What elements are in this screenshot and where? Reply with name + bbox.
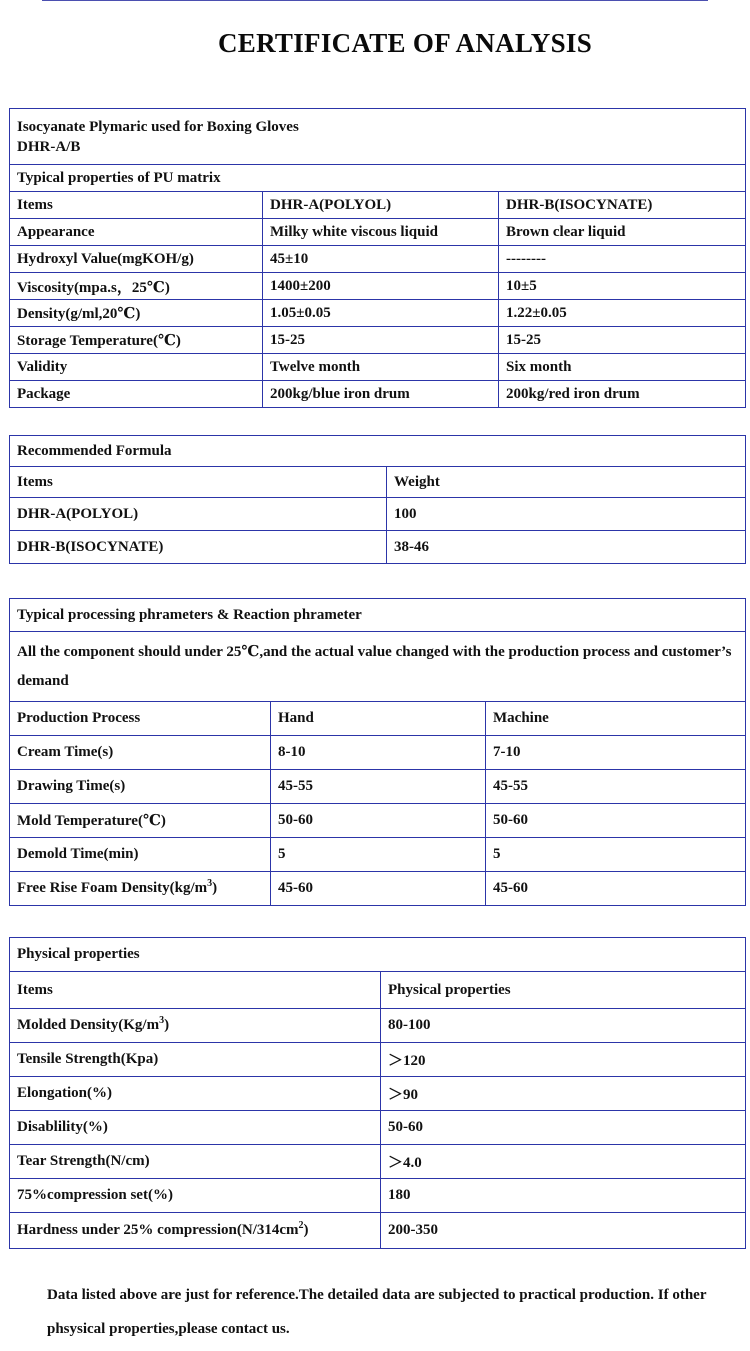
value-cell: 200-350	[381, 1213, 746, 1249]
value-cell: Six month	[499, 354, 746, 381]
value-cell: 50-60	[486, 804, 746, 838]
table-row	[10, 381, 746, 408]
table-row	[10, 273, 746, 300]
value-cell: 38-46	[387, 531, 746, 564]
close-paren: )	[303, 1222, 309, 1238]
item-cell: Viscosity(mpa.s，25℃)	[10, 273, 263, 300]
value-cell: 1.22±0.05	[499, 300, 746, 327]
item-cell: Density(g/ml,20℃)	[10, 300, 263, 327]
table-header-row	[10, 192, 746, 219]
close-paren: )	[212, 880, 218, 896]
item-cell	[10, 1213, 381, 1249]
value-cell: Brown clear liquid	[499, 219, 746, 246]
header-cell: DHR-A(POLYOL)	[263, 192, 499, 219]
table-header-row	[10, 702, 746, 736]
item-cell: Mold Temperature(℃)	[10, 804, 271, 838]
table-row	[10, 300, 746, 327]
unit-exponent: 3	[207, 878, 213, 889]
table-row	[10, 498, 746, 531]
value-cell: 45-55	[486, 770, 746, 804]
value-cell: 15-25	[499, 327, 746, 354]
top-rule	[42, 0, 708, 1]
section-heading: Typical properties of PU matrix	[10, 165, 746, 192]
table-row	[10, 770, 746, 804]
item-cell: DHR-B(ISOCYNATE)	[10, 531, 387, 564]
header-cell: Weight	[387, 467, 746, 498]
value-cell: 1.05±0.05	[263, 300, 499, 327]
section-heading: Typical processing phrameters & Reaction phrameter	[10, 599, 746, 632]
table-row	[10, 1043, 746, 1077]
value-cell: 100	[387, 498, 746, 531]
value-cell: ＞90	[381, 1077, 746, 1111]
value-cell: 10±5	[499, 273, 746, 300]
unit-exponent: 2	[298, 1220, 304, 1231]
table-header-row	[10, 467, 746, 498]
item-cell: Package	[10, 381, 263, 408]
item-cell: Hydroxyl Value(mgKOH/g)	[10, 246, 263, 273]
table-row	[10, 1009, 746, 1043]
hardness-label: Hardness under 25% compression(N/314cm	[17, 1222, 299, 1238]
header-cell: Items	[10, 192, 263, 219]
value-cell: ＞120	[381, 1043, 746, 1077]
value-cell: 180	[381, 1179, 746, 1213]
table-row	[10, 354, 746, 381]
value-cell: 15-25	[263, 327, 499, 354]
value-cell: 200kg/blue iron drum	[263, 381, 499, 408]
table-header-row	[10, 972, 746, 1009]
header-cell: Items	[10, 467, 387, 498]
item-cell: Tear Strength(N/cm)	[10, 1145, 381, 1179]
free-rise-label: Free Rise Foam Density(kg/m	[17, 880, 208, 896]
item-cell: Validity	[10, 354, 263, 381]
table-row	[10, 246, 746, 273]
item-cell: 75%compression set(%)	[10, 1179, 381, 1213]
value-cell: --------	[499, 246, 746, 273]
value-cell: 50-60	[381, 1111, 746, 1145]
item-cell: Tensile Strength(Kpa)	[10, 1043, 381, 1077]
item-cell: Cream Time(s)	[10, 736, 271, 770]
value-cell: 200kg/red iron drum	[499, 381, 746, 408]
table-row	[10, 1213, 746, 1249]
item-cell: Appearance	[10, 219, 263, 246]
table-row	[10, 327, 746, 354]
value-cell: 7-10	[486, 736, 746, 770]
value-cell: Twelve month	[263, 354, 499, 381]
value-cell: Milky white viscous liquid	[263, 219, 499, 246]
recommended-formula-table	[9, 435, 746, 564]
table-row	[10, 531, 746, 564]
header-cell: Hand	[271, 702, 486, 736]
close-paren: )	[164, 1017, 170, 1033]
table-row	[10, 838, 746, 872]
section-heading: Physical properties	[10, 938, 746, 972]
pu-matrix-table	[9, 108, 746, 408]
value-cell: 5	[271, 838, 486, 872]
item-cell: Storage Temperature(℃)	[10, 327, 263, 354]
item-cell: DHR-A(POLYOL)	[10, 498, 387, 531]
molded-density-label: Molded Density(Kg/m	[17, 1017, 160, 1033]
value-cell: 8-10	[271, 736, 486, 770]
physical-properties-table	[9, 937, 746, 1249]
value-cell: 5	[486, 838, 746, 872]
item-cell: Elongation(%)	[10, 1077, 381, 1111]
table-row	[10, 872, 746, 906]
item-cell: Demold Time(min)	[10, 838, 271, 872]
table-row	[10, 219, 746, 246]
value-cell: 45-60	[486, 872, 746, 906]
table-row	[10, 1145, 746, 1179]
product-title-cell	[10, 109, 746, 165]
value-cell: 1400±200	[263, 273, 499, 300]
processing-note: All the component should under 25℃,and the actual value changed with the production process and customer’s demand	[10, 632, 746, 702]
product-code: DHR-A/B	[17, 138, 81, 155]
value-cell: 50-60	[271, 804, 486, 838]
footer-note: Data listed above are just for reference.The detailed data are subjected to practical production. If other phsysical properties,please contact us.	[47, 1287, 707, 1337]
section-heading: Recommended Formula	[10, 436, 746, 467]
item-cell: Drawing Time(s)	[10, 770, 271, 804]
table-row	[10, 1179, 746, 1213]
table-row	[10, 736, 746, 770]
processing-parameters-table	[9, 598, 746, 906]
item-cell: Disablility(%)	[10, 1111, 381, 1145]
value-cell: ＞4.0	[381, 1145, 746, 1179]
header-cell: Items	[10, 972, 381, 1009]
page-title: CERTIFICATE OF ANALYSIS	[217, 28, 593, 58]
product-name: Isocyanate Plymaric used for Boxing Gloves	[17, 118, 299, 135]
header-cell: DHR-B(ISOCYNATE)	[499, 192, 746, 219]
header-cell: Physical properties	[381, 972, 746, 1009]
value-cell: 45±10	[263, 246, 499, 273]
value-cell: 45-60	[271, 872, 486, 906]
value-cell: 80-100	[381, 1009, 746, 1043]
unit-exponent: 3	[159, 1015, 165, 1026]
value-cell: 45-55	[271, 770, 486, 804]
item-cell	[10, 872, 271, 906]
table-row	[10, 1111, 746, 1145]
table-row	[10, 1077, 746, 1111]
header-cell: Machine	[486, 702, 746, 736]
table-row	[10, 804, 746, 838]
item-cell	[10, 1009, 381, 1043]
header-cell: Production Process	[10, 702, 271, 736]
